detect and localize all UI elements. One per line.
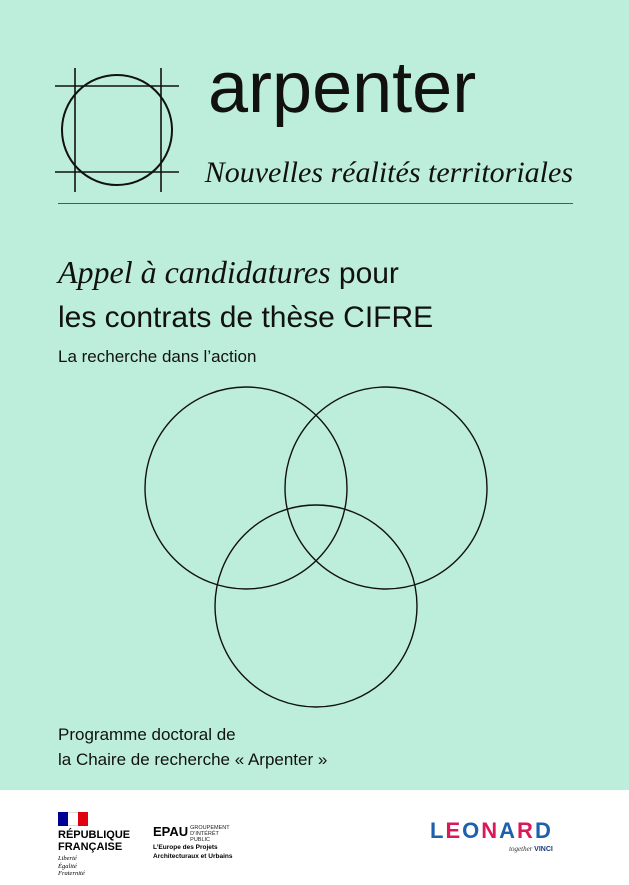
rf-motto-2: Égalité [58, 862, 77, 870]
program-line1: Programme doctoral de [58, 725, 236, 744]
rf-line1: RÉPUBLIQUE [58, 829, 131, 841]
leonard-letter: E [445, 818, 463, 843]
leonard-letters [430, 818, 553, 843]
brand-title: arpenter [208, 48, 477, 128]
leonard-letter: O [462, 818, 482, 843]
leonard-letter: N [481, 818, 500, 843]
epau-desc1: L’Europe des Projets [153, 844, 218, 851]
epau-desc2: Architecturaux et Urbains [153, 853, 233, 860]
leonard-tagline [430, 845, 553, 853]
tagline: La recherche dans l’action [58, 347, 257, 366]
leonard-letter: A [499, 818, 518, 843]
program-description [58, 722, 327, 772]
epau-gip: GROUPEMENT D’INTÉRÊT PUBLIC [190, 825, 230, 843]
leonard-letter: L [430, 818, 446, 843]
leonard-logo [430, 820, 553, 853]
leonard-letter: D [534, 818, 553, 843]
leonard-wordmark [430, 820, 553, 842]
rf-line2: FRANÇAISE [58, 841, 123, 853]
republique-francaise-logo [58, 812, 130, 878]
epau-logo [153, 824, 240, 861]
leonard-letter: R [517, 818, 535, 843]
venn-circle-right [285, 387, 487, 589]
venn-circle-bottom [215, 505, 417, 707]
leonard-tag-prefix: together [509, 845, 533, 853]
rf-motto-3: Fraternité [58, 870, 85, 877]
french-flag-icon [58, 812, 88, 826]
headline-italic: Appel à candidatures [58, 254, 331, 290]
program-line2: la Chaire de recherche « Arpenter » [58, 750, 328, 769]
venn-circle-left [145, 387, 347, 589]
brand-subtitle: Nouvelles réalités territoriales [204, 156, 573, 189]
headline-rest: pour [330, 257, 399, 290]
epau-name: EPAU [153, 824, 189, 839]
rf-motto-1: Liberté [58, 855, 77, 862]
leonard-tag-brand: VINCI [534, 846, 553, 853]
headline-line2: les contrats de thèse CIFRE [58, 301, 434, 334]
